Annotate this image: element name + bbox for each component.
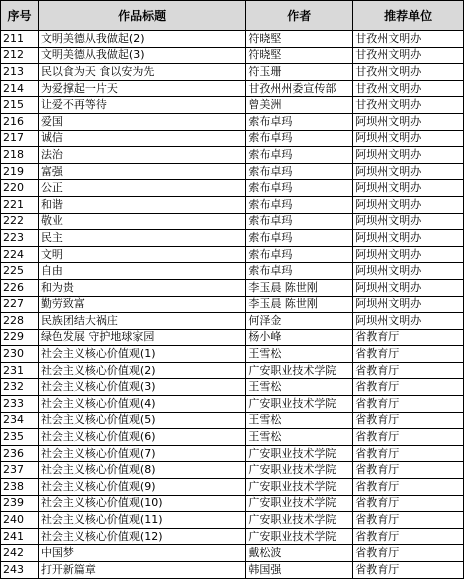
cell-no: 212: [1, 47, 39, 64]
cell-unit: 阿坝州文明办: [353, 230, 464, 247]
header-unit: 推荐单位: [353, 1, 464, 31]
cell-unit: 省教育厅: [353, 379, 464, 396]
cell-no: 237: [1, 462, 39, 479]
cell-no: 222: [1, 213, 39, 230]
cell-unit: 甘孜州文明办: [353, 80, 464, 97]
cell-unit: 省教育厅: [353, 462, 464, 479]
table-row: [1, 163, 464, 180]
cell-author: 李玉晨 陈世刚: [246, 296, 353, 313]
cell-no: 214: [1, 80, 39, 97]
cell-title: 打开新篇章: [38, 562, 245, 579]
table-row: [1, 495, 464, 512]
cell-author: 索布卓玛: [246, 263, 353, 280]
cell-title: 社会主义核心价值观(1): [38, 346, 245, 363]
cell-title: 文明美德从我做起(3): [38, 47, 245, 64]
cell-no: 239: [1, 495, 39, 512]
table-row: [1, 196, 464, 213]
cell-title: 社会主义核心价值观(4): [38, 396, 245, 413]
table-row: [1, 97, 464, 114]
table-row: [1, 130, 464, 147]
cell-title: 和谐: [38, 196, 245, 213]
cell-unit: 省教育厅: [353, 362, 464, 379]
cell-author: 广安职业技术学院: [246, 462, 353, 479]
cell-author: 曾美洲: [246, 97, 353, 114]
cell-title: 法治: [38, 147, 245, 164]
cell-author: 广安职业技术学院: [246, 495, 353, 512]
cell-author: 广安职业技术学院: [246, 396, 353, 413]
cell-author: 符玉珊: [246, 64, 353, 81]
cell-title: 诚信: [38, 130, 245, 147]
cell-author: 甘孜州州委宣传部: [246, 80, 353, 97]
cell-title: 社会主义核心价值观(12): [38, 528, 245, 545]
table-row: [1, 545, 464, 562]
cell-title: 民族团结大祸庄: [38, 313, 245, 330]
cell-unit: 省教育厅: [353, 495, 464, 512]
cell-unit: 甘孜州文明办: [353, 47, 464, 64]
cell-author: 索布卓玛: [246, 147, 353, 164]
header-row: [1, 1, 464, 31]
table-row: [1, 80, 464, 97]
table-row: [1, 396, 464, 413]
cell-unit: 阿坝州文明办: [353, 213, 464, 230]
cell-no: 230: [1, 346, 39, 363]
cell-unit: 省教育厅: [353, 445, 464, 462]
table-row: [1, 512, 464, 529]
cell-author: 韩国强: [246, 562, 353, 579]
table-row: [1, 296, 464, 313]
cell-author: 索布卓玛: [246, 213, 353, 230]
cell-title: 民以食为天 食以安为先: [38, 64, 245, 81]
table-row: [1, 346, 464, 363]
cell-unit: 省教育厅: [353, 545, 464, 562]
cell-title: 敬业: [38, 213, 245, 230]
cell-unit: 阿坝州文明办: [353, 163, 464, 180]
cell-title: 爱国: [38, 113, 245, 130]
table-row: [1, 479, 464, 496]
table-row: [1, 279, 464, 296]
cell-no: 219: [1, 163, 39, 180]
header-author: 作者: [246, 1, 353, 31]
cell-no: 215: [1, 97, 39, 114]
cell-title: 中国梦: [38, 545, 245, 562]
cell-unit: 省教育厅: [353, 396, 464, 413]
header-no: 序号: [1, 1, 39, 31]
cell-unit: 阿坝州文明办: [353, 246, 464, 263]
cell-unit: 省教育厅: [353, 479, 464, 496]
table-row: [1, 445, 464, 462]
cell-title: 民主: [38, 230, 245, 247]
cell-author: 索布卓玛: [246, 163, 353, 180]
cell-title: 社会主义核心价值观(9): [38, 479, 245, 496]
cell-unit: 省教育厅: [353, 329, 464, 346]
cell-author: 索布卓玛: [246, 196, 353, 213]
table-row: [1, 362, 464, 379]
cell-author: 广安职业技术学院: [246, 528, 353, 545]
cell-title: 让爱不再等待: [38, 97, 245, 114]
cell-author: 何泽金: [246, 313, 353, 330]
cell-title: 文明美德从我做起(2): [38, 31, 245, 48]
cell-no: 227: [1, 296, 39, 313]
cell-no: 235: [1, 429, 39, 446]
cell-author: 广安职业技术学院: [246, 362, 353, 379]
cell-no: 238: [1, 479, 39, 496]
cell-author: 广安职业技术学院: [246, 479, 353, 496]
cell-title: 为爱撑起一片天: [38, 80, 245, 97]
cell-title: 文明: [38, 246, 245, 263]
cell-author: 王雪松: [246, 412, 353, 429]
cell-no: 231: [1, 362, 39, 379]
cell-author: 杨小峰: [246, 329, 353, 346]
cell-title: 社会主义核心价值观(8): [38, 462, 245, 479]
table-row: [1, 47, 464, 64]
table-row: [1, 313, 464, 330]
cell-no: 216: [1, 113, 39, 130]
cell-author: 索布卓玛: [246, 113, 353, 130]
cell-title: 社会主义核心价值观(3): [38, 379, 245, 396]
table-row: [1, 147, 464, 164]
cell-author: 索布卓玛: [246, 246, 353, 263]
cell-no: 211: [1, 31, 39, 48]
cell-author: 王雪松: [246, 429, 353, 446]
cell-author: 索布卓玛: [246, 130, 353, 147]
cell-unit: 阿坝州文明办: [353, 263, 464, 280]
cell-author: 广安职业技术学院: [246, 512, 353, 529]
cell-no: 236: [1, 445, 39, 462]
table-row: [1, 113, 464, 130]
cell-unit: 省教育厅: [353, 512, 464, 529]
cell-unit: 省教育厅: [353, 412, 464, 429]
cell-unit: 省教育厅: [353, 346, 464, 363]
table-row: [1, 412, 464, 429]
table-row: [1, 64, 464, 81]
cell-no: 229: [1, 329, 39, 346]
cell-unit: 阿坝州文明办: [353, 130, 464, 147]
cell-author: 索布卓玛: [246, 230, 353, 247]
table-row: [1, 462, 464, 479]
table-row: [1, 213, 464, 230]
cell-author: 符晓堅: [246, 31, 353, 48]
cell-title: 社会主义核心价值观(6): [38, 429, 245, 446]
cell-no: 221: [1, 196, 39, 213]
cell-unit: 阿坝州文明办: [353, 296, 464, 313]
cell-unit: 阿坝州文明办: [353, 180, 464, 197]
table-row: [1, 263, 464, 280]
cell-unit: 省教育厅: [353, 562, 464, 579]
cell-no: 232: [1, 379, 39, 396]
table-row: [1, 562, 464, 579]
cell-title: 绿色发展 守护地球家园: [38, 329, 245, 346]
cell-unit: 甘孜州文明办: [353, 31, 464, 48]
table-row: [1, 429, 464, 446]
cell-title: 和为贵: [38, 279, 245, 296]
cell-title: 勤劳致富: [38, 296, 245, 313]
cell-unit: 阿坝州文明办: [353, 113, 464, 130]
cell-author: 王雪松: [246, 346, 353, 363]
cell-title: 自由: [38, 263, 245, 280]
cell-author: 广安职业技术学院: [246, 445, 353, 462]
cell-no: 243: [1, 562, 39, 579]
cell-no: 225: [1, 263, 39, 280]
table-row: [1, 230, 464, 247]
table-row: [1, 528, 464, 545]
header-title: 作品标题: [38, 1, 245, 31]
cell-no: 213: [1, 64, 39, 81]
cell-no: 223: [1, 230, 39, 247]
cell-title: 社会主义核心价值观(2): [38, 362, 245, 379]
table-row: [1, 329, 464, 346]
cell-no: 218: [1, 147, 39, 164]
table-row: [1, 180, 464, 197]
cell-unit: 阿坝州文明办: [353, 279, 464, 296]
table-row: [1, 246, 464, 263]
cell-unit: 甘孜州文明办: [353, 97, 464, 114]
cell-title: 社会主义核心价值观(10): [38, 495, 245, 512]
cell-title: 社会主义核心价值观(7): [38, 445, 245, 462]
cell-author: 戴松波: [246, 545, 353, 562]
cell-author: 王雪松: [246, 379, 353, 396]
cell-unit: 阿坝州文明办: [353, 196, 464, 213]
cell-unit: 甘孜州文明办: [353, 64, 464, 81]
cell-unit: 省教育厅: [353, 429, 464, 446]
cell-author: 索布卓玛: [246, 180, 353, 197]
cell-no: 220: [1, 180, 39, 197]
cell-unit: 省教育厅: [353, 528, 464, 545]
cell-title: 富强: [38, 163, 245, 180]
cell-title: 公正: [38, 180, 245, 197]
cell-author: 符晓堅: [246, 47, 353, 64]
cell-no: 224: [1, 246, 39, 263]
cell-title: 社会主义核心价值观(11): [38, 512, 245, 529]
cell-no: 228: [1, 313, 39, 330]
cell-no: 233: [1, 396, 39, 413]
cell-no: 241: [1, 528, 39, 545]
cell-no: 217: [1, 130, 39, 147]
cell-no: 242: [1, 545, 39, 562]
cell-no: 234: [1, 412, 39, 429]
table-row: [1, 379, 464, 396]
cell-unit: 阿坝州文明办: [353, 147, 464, 164]
table-row: [1, 31, 464, 48]
cell-unit: 阿坝州文明办: [353, 313, 464, 330]
cell-no: 226: [1, 279, 39, 296]
cell-no: 240: [1, 512, 39, 529]
cell-title: 社会主义核心价值观(5): [38, 412, 245, 429]
cell-author: 李玉晨 陈世刚: [246, 279, 353, 296]
